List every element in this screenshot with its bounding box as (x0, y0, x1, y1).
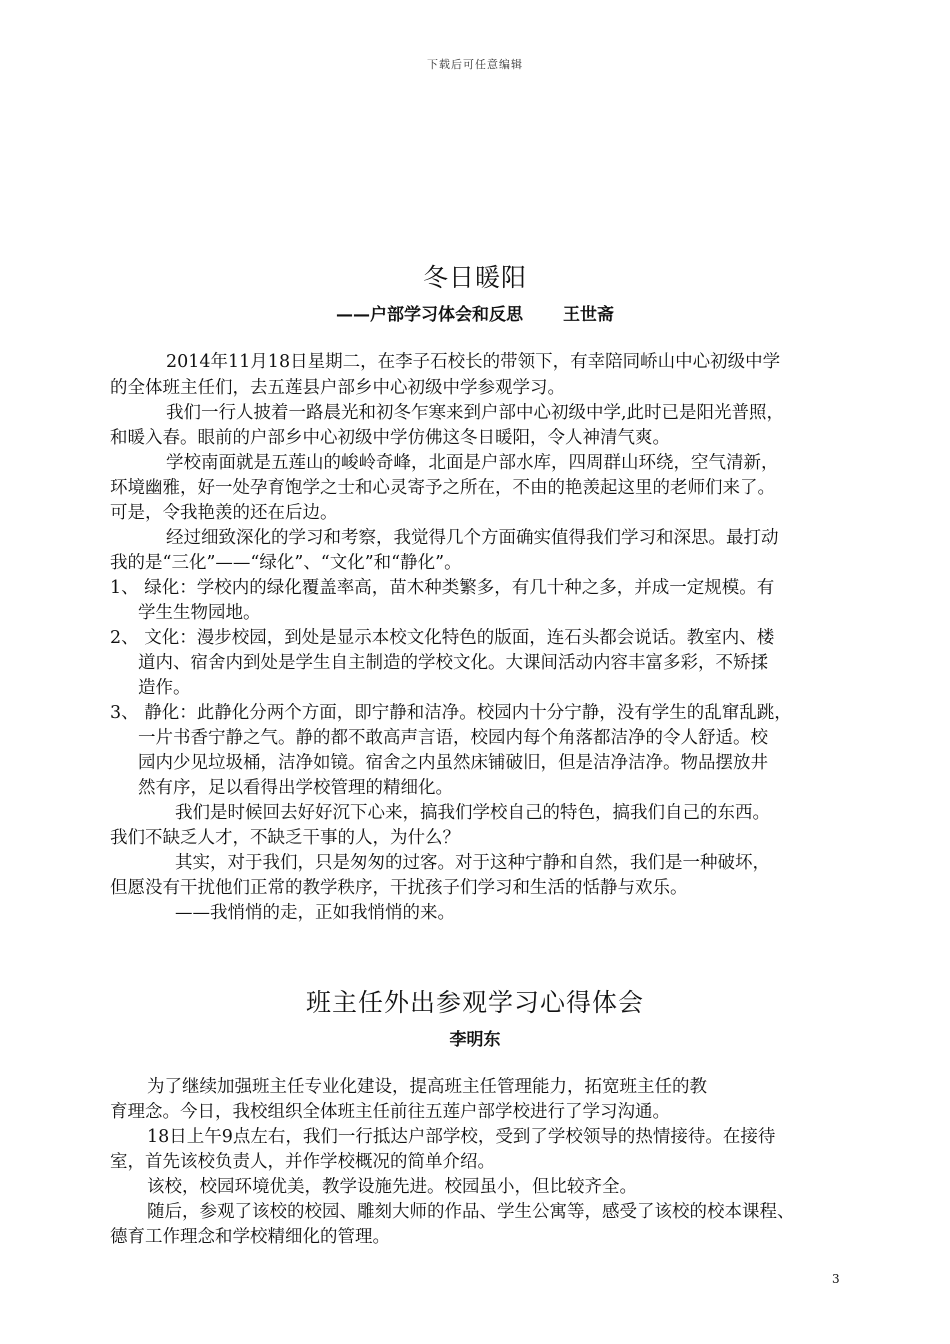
list-item-line: 园内少见垃圾桶，洁净如镜。宿舍之内虽然床铺破旧，但是洁净洁净。物品摆放井 (138, 753, 768, 773)
paragraph-line: 为了继续加强班主任专业化建设，提高班主任管理能力，拓宽班主任的教 (147, 1077, 707, 1097)
paragraph-line: 经过细致深化的学习和考察，我觉得几个方面确实值得我们学习和深思。最打动 (166, 528, 779, 548)
paragraph-line: 其实，对于我们，只是匆匆的过客。对于这种宁静和自然，我们是一种破坏， (175, 853, 770, 873)
paragraph-line: 该校，校园环境优美，教学设施先进。校园虽小，但比较齐全。 (147, 1177, 637, 1197)
article-subtitle (0, 300, 950, 325)
paragraph-line: 我们一行人披着一路晨光和初冬乍寒来到户部中心初级中学,此时已是阳光普照， (166, 403, 785, 423)
paragraph-line: 学校南面就是五莲山的峻岭奇峰，北面是户部水库，四周群山环绕，空气清新， (166, 453, 779, 473)
paragraph-line: 可是，令我艳羡的还在后边。 (110, 503, 338, 523)
article-title: 班主任外出参观学习心得体会 (305, 988, 644, 1017)
list-item-line: 一片书香宁静之气。静的都不敢高声言语，校园内每个角落都洁净的令人舒适。校 (138, 728, 768, 748)
list-item-line: 2、 文化：漫步校园，到处是显示本校文化特色的版面，连石头都会说话。教室内、楼 (110, 628, 775, 648)
list-item-line: 3、 静化：此静化分两个方面，即宁静和洁净。校园内十分宁静，没有学生的乱窜乱跳， (110, 703, 792, 723)
author-name: 李明东 (449, 1030, 501, 1050)
paragraph-line: 德育工作理念和学校精细化的管理。 (110, 1227, 390, 1247)
list-item-line: 学生生物园地。 (138, 603, 261, 623)
paragraph-line: 18日上午9点左右，我们一行抵达户部学校，受到了学校领导的热情接待。在接待 (147, 1127, 776, 1147)
paragraph-line: 育理念。今日，我校组织全体班主任前往五莲户部学校进行了学习沟通。 (110, 1102, 670, 1122)
list-item-line: 然有序，足以看得出学校管理的精细化。 (138, 778, 453, 798)
paragraph-line: 的全体班主任们，去五莲县户部乡中心初级中学参观学习。 (110, 378, 565, 398)
paragraph-line: 但愿没有干扰他们正常的教学秩序，干扰孩子们学习和生活的恬静与欢乐。 (110, 878, 688, 898)
paragraph-line: ——我悄悄的走，正如我悄悄的来。 (175, 903, 455, 923)
subtitle-text: ——户部学习体会和反思 (336, 305, 523, 325)
paragraph-line: 环境幽雅，好一处孕育饱学之士和心灵寄予之所在，不由的艳羡起这里的老师们来了。 (110, 478, 775, 498)
author-name: 王世斋 (563, 305, 614, 325)
paragraph-line: 和暖入春。眼前的户部乡中心初级中学仿佛这冬日暖阳，令人神清气爽。 (110, 428, 670, 448)
article-title: 冬日暖阳 (422, 263, 527, 292)
list-item-line: 道内、宿舍内到处是学生自主制造的学校文化。大课间活动内容丰富多彩，不矫揉 (138, 653, 768, 673)
paragraph-line: 随后，参观了该校的校园、雕刻大师的作品、学生公寓等，感受了该校的校本课程、 (147, 1202, 795, 1222)
paragraph-line: 室，首先该校负责人，并作学校概况的简单介绍。 (110, 1152, 495, 1172)
page-header-note: 下载后可任意编辑 (427, 58, 523, 71)
page-number: 3 (832, 1272, 840, 1286)
paragraph-line: 我的是“三化”——“绿化”、“文化”和“静化”。 (110, 553, 462, 573)
paragraph-line: 我们是时候回去好好沉下心来，搞我们学校自己的特色，搞我们自己的东西。 (175, 803, 770, 823)
list-item-line: 1、 绿化：学校内的绿化覆盖率高，苗木种类繁多，有几十种之多，并成一定规模。有 (110, 578, 775, 598)
list-item-line: 造作。 (138, 678, 191, 698)
paragraph-line: 我们不缺乏人才，不缺乏干事的人，为什么？ (110, 828, 460, 848)
paragraph-line: 2014年11月18日星期二，在李子石校长的带领下，有幸陪同峤山中心初级中学 (166, 352, 781, 372)
